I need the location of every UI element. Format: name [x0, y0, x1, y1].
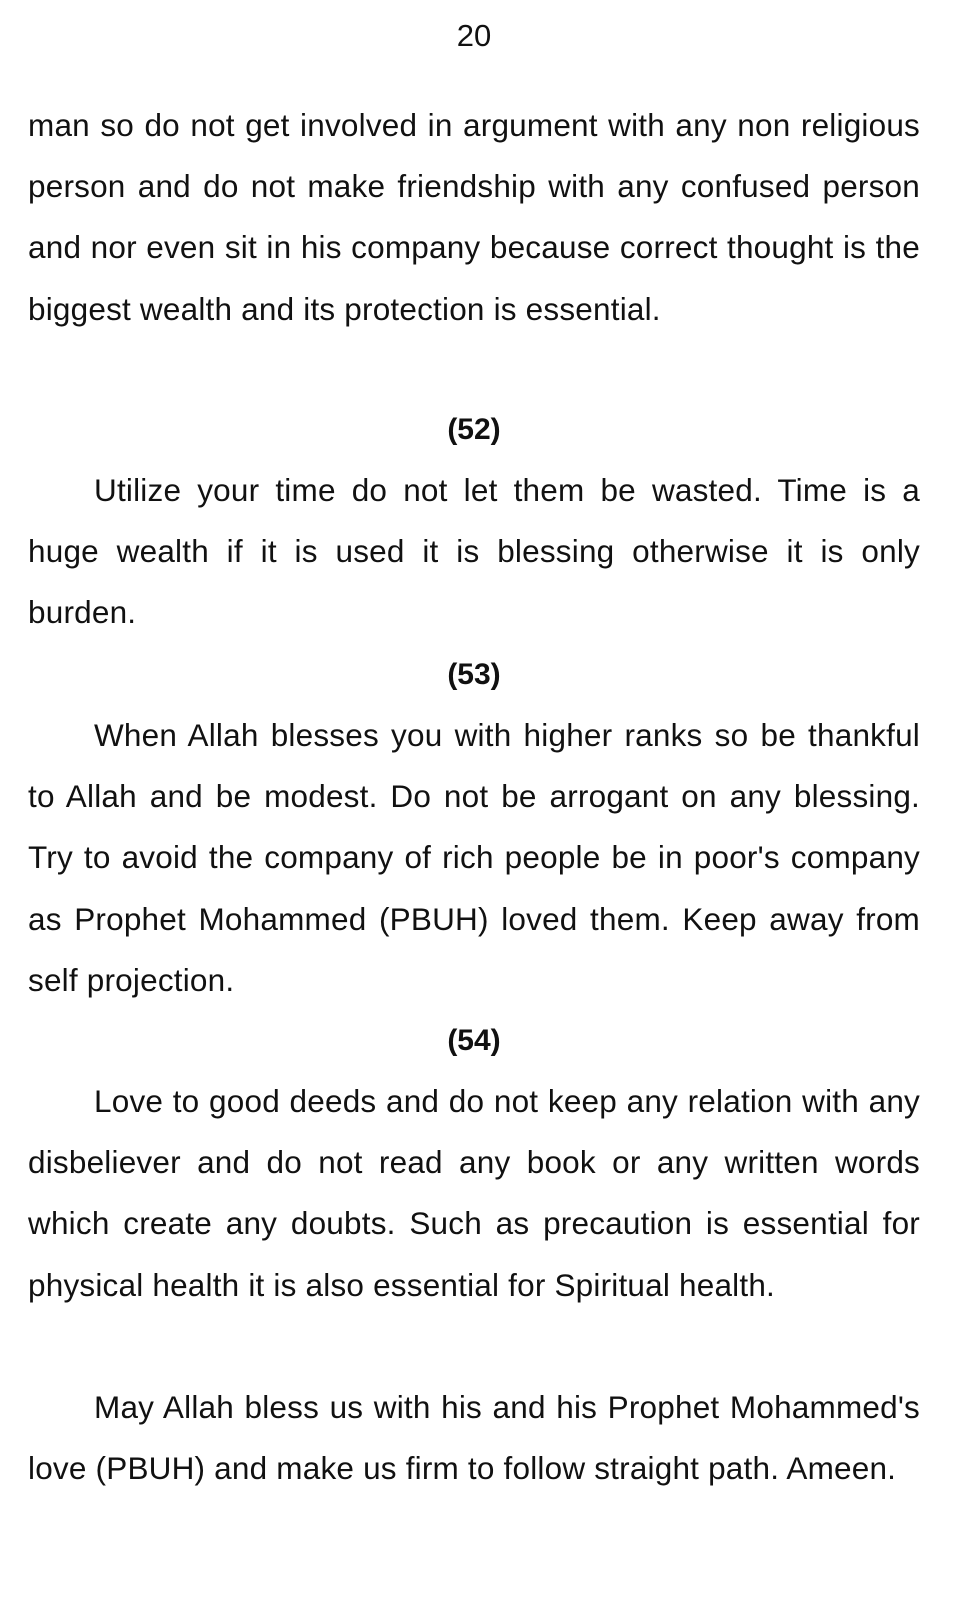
page-number: 20	[456, 18, 492, 53]
section-54-paragraph: Love to good deeds and do not keep any relation with any disbeliever and do not read any book or any written words which create any doubts. Such as precaution is essential for physical health it is also essential for Spiritual health.	[28, 1083, 920, 1303]
section-53-paragraph: When Allah blesses you with higher ranks so be thankful to Allah and be modest. Do not be arrogant on any blessing. Try to avoid the company of rich people be in poor's company as Prophet Mohammed (PBUH) loved them. Keep away from self projection.	[28, 717, 920, 998]
section-54-heading: (54)	[447, 1024, 501, 1057]
intro-paragraph: man so do not get involved in argument with any non religious person and do not make friendship with any confused person and nor even sit in his company because correct thought is the biggest wealth and its protection is essential.	[28, 107, 920, 327]
closing-paragraph: May Allah bless us with his and his Prophet Mohammed's love (PBUH) and make us firm to follow straight path. Ameen.	[28, 1389, 920, 1487]
section-52-heading: (52)	[447, 413, 501, 446]
section-53-heading: (53)	[447, 658, 501, 691]
section-52-paragraph: Utilize your time do not let them be wasted. Time is a huge wealth if it is used it is blessing otherwise it is only burden.	[28, 472, 920, 631]
